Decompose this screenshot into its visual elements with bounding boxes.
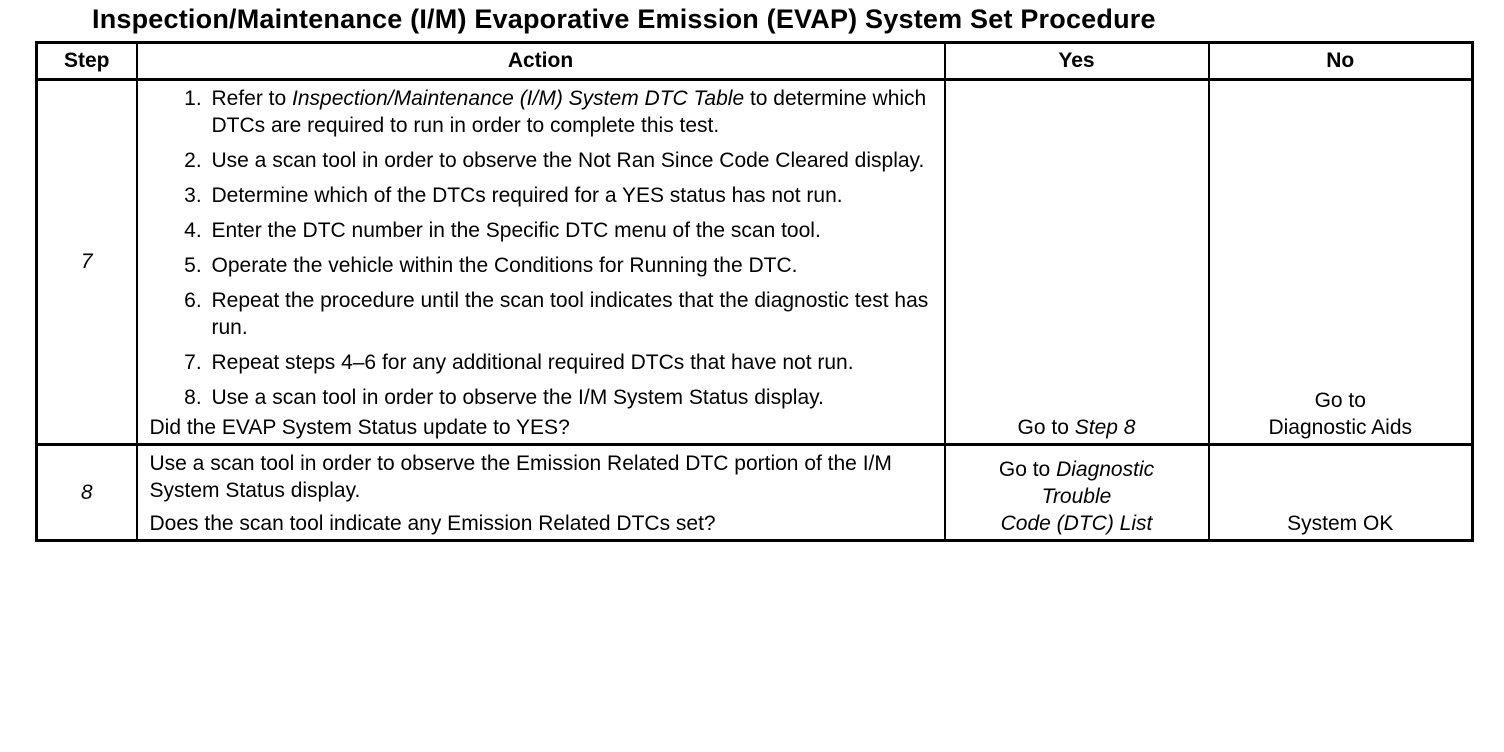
action-step-5: 5. Operate the vehicle within the Conditions for Running the DTC. — [208, 252, 934, 279]
header-action: Action — [137, 43, 945, 80]
header-yes: Yes — [945, 43, 1209, 80]
step-number: 8 — [37, 445, 137, 541]
yes-cell — [945, 445, 1209, 541]
table-header-row — [37, 43, 1473, 80]
table-reference-link[interactable]: Inspection/Maintenance (I/M) System DTC Table — [292, 87, 745, 110]
action-steps-list — [150, 85, 934, 411]
action-step-3: 3. Determine which of the DTCs required for a YES status has not run. — [208, 182, 934, 209]
header-no: No — [1209, 43, 1473, 80]
dtc-list-link[interactable]: Go to Diagnostic Trouble Code (DTC) List — [998, 458, 1155, 535]
table-row-step-7 — [37, 80, 1473, 445]
action-step-4: 4. Enter the DTC number in the Specific DTC menu of the scan tool. — [208, 217, 934, 244]
instruction-text: Use a scan tool in order to observe the Emission Related DTC portion of the I/M System Status display. — [149, 452, 892, 502]
procedure-table — [35, 41, 1474, 542]
page-title: Inspection/Maintenance (I/M) Evaporative Emission (EVAP) System Set Procedure — [92, 4, 1156, 34]
table-row-step-8 — [37, 445, 1473, 541]
action-step-2: 2. Use a scan tool in order to observe the Not Ran Since Code Cleared display. — [208, 147, 934, 174]
question-text: Does the scan tool indicate any Emission Related DTCs set? — [149, 512, 716, 535]
no-cell: Go to Diagnostic Aids — [1209, 80, 1473, 445]
action-cell — [137, 80, 945, 445]
action-step-6: 6. Repeat the procedure until the scan tool indicates that the diagnostic test has run. — [208, 287, 934, 341]
action-cell — [137, 445, 945, 541]
question-text: Did the EVAP System Status update to YES? — [149, 416, 570, 439]
action-step-7: 7. Repeat steps 4–6 for any additional required DTCs that have not run. — [208, 349, 934, 376]
action-step-8: 8. Use a scan tool in order to observe the I/M System Status display. — [208, 384, 934, 411]
go-to-step-8-link[interactable]: Step 8 — [1074, 416, 1136, 439]
action-step-1: 1. Refer to Inspection/Maintenance (I/M) System DTC Table to determine which DTCs are required to run in order to complete this test. — [208, 85, 934, 139]
step-number: 7 — [37, 80, 137, 445]
yes-cell: Go to Step 8 — [945, 80, 1209, 445]
diagnostic-aids-link[interactable]: Diagnostic Aids — [1268, 416, 1413, 439]
header-step: Step — [37, 43, 137, 80]
no-cell: System OK — [1209, 445, 1473, 541]
